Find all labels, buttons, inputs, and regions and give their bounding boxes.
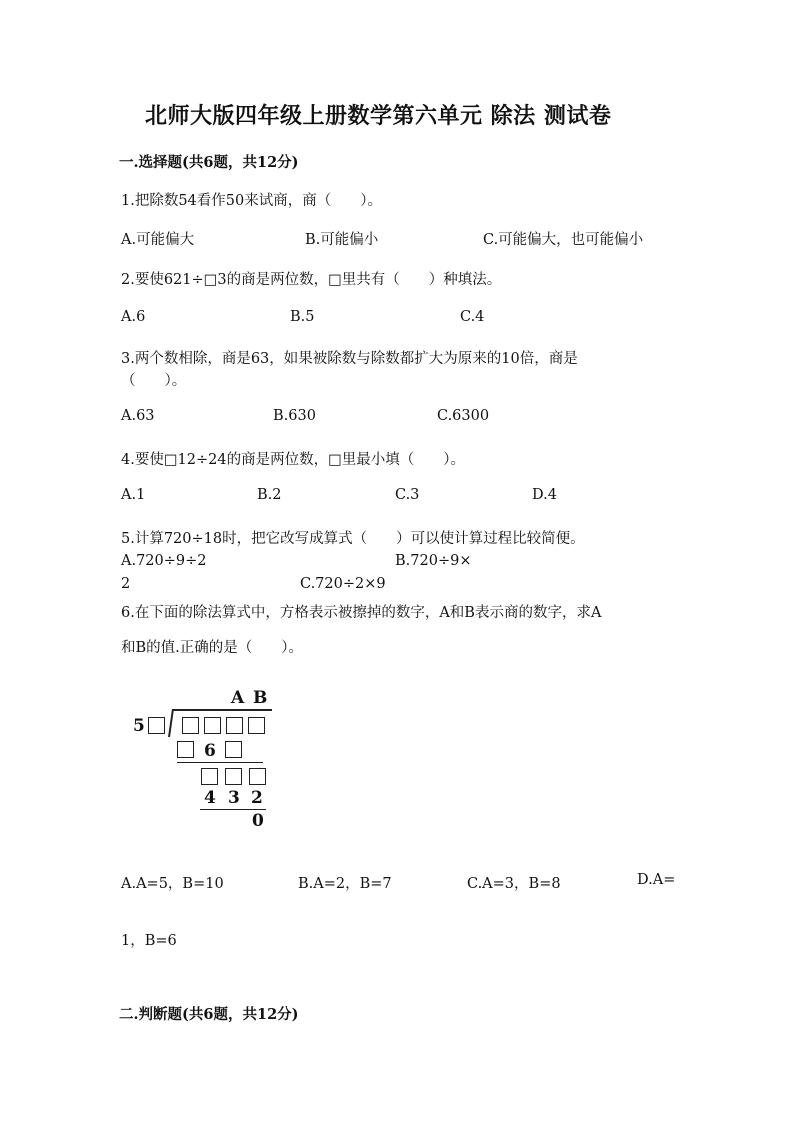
dividend-box-3 <box>226 717 243 734</box>
question-3-line-2: （ ）。 <box>121 373 187 389</box>
remainder-box-1 <box>201 768 218 785</box>
q6-option-c[interactable]: C.A=3，B=8 <box>467 876 561 892</box>
question-6-line-1: 6.在下面的除法算式中，方格表示被擦掉的数字，A和B表示商的数字，求A <box>121 605 602 621</box>
question-6-line-2: 和B的值.正确的是（ ）。 <box>121 640 304 656</box>
q1-option-c[interactable]: C.可能偏大，也可能偏小 <box>483 232 644 248</box>
dividend-box-2 <box>204 717 221 734</box>
subtraction-line-1 <box>177 762 263 763</box>
division-diagram <box>120 680 290 840</box>
q4-option-c[interactable]: C.3 <box>395 487 420 503</box>
product2-digit-3: 3 <box>228 788 240 808</box>
q6-option-d[interactable]: D.A= <box>637 872 676 888</box>
q3-option-c[interactable]: C.6300 <box>437 408 490 424</box>
dividend-box-1 <box>182 717 199 734</box>
division-bracket <box>168 709 173 737</box>
q4-option-a[interactable]: A.1 <box>121 487 146 503</box>
q5-option-a[interactable]: A.720÷9÷2 <box>121 553 207 569</box>
q4-option-b[interactable]: B.2 <box>257 487 282 503</box>
q2-option-c[interactable]: C.4 <box>460 309 485 325</box>
dividend-box-4 <box>248 717 265 734</box>
question-3-line-1: 3.两个数相除，商是63，如果被除数与除数都扩大为原来的10倍，商是 <box>121 351 578 367</box>
q6-option-d-wrap: 1，B=6 <box>121 933 177 949</box>
section-heading-judgement: 二.判断题(共6题，共12分) <box>119 1006 299 1023</box>
final-remainder: 0 <box>252 811 264 831</box>
q4-option-d[interactable]: D.4 <box>532 487 557 503</box>
q1-option-b[interactable]: B.可能偏小 <box>305 232 379 248</box>
section-heading-choice: 一.选择题(共6题，共12分) <box>119 154 299 171</box>
remainder-box-2 <box>225 768 242 785</box>
question-5: 5.计算720÷18时，把它改写成算式（ ）可以使计算过程比较简便。 <box>121 531 585 547</box>
q6-option-a[interactable]: A.A=5，B=10 <box>121 876 224 892</box>
question-2: 2.要使621÷□3的商是两位数，□里共有（ ）种填法。 <box>121 272 502 288</box>
q2-option-b[interactable]: B.5 <box>290 309 315 325</box>
product2-digit-2: 2 <box>251 788 263 808</box>
q5-option-c[interactable]: C.720÷2×9 <box>300 576 386 592</box>
product-digit-6: 6 <box>204 741 216 761</box>
quotient-digit-a: A <box>231 688 245 708</box>
product-box-2 <box>225 741 242 758</box>
divisor-digit: 5 <box>133 716 145 736</box>
q5-option-b-wrap: 2 <box>121 576 131 592</box>
q3-option-b[interactable]: B.630 <box>273 408 316 424</box>
divisor-box <box>148 717 165 734</box>
division-bar <box>172 709 272 711</box>
q3-option-a[interactable]: A.63 <box>121 408 155 424</box>
product2-digit-4: 4 <box>204 788 216 808</box>
q2-option-a[interactable]: A.6 <box>121 309 146 325</box>
remainder-box-3 <box>249 768 266 785</box>
q1-option-a[interactable]: A.可能偏大 <box>121 232 195 248</box>
q6-option-b[interactable]: B.A=2，B=7 <box>298 876 392 892</box>
product-box-1 <box>177 741 194 758</box>
q5-option-b[interactable]: B.720÷9× <box>395 553 472 569</box>
quotient-digit-b: B <box>253 688 268 708</box>
page-title: 北师大版四年级上册数学第六单元 除法 测试卷 <box>145 103 612 129</box>
question-4: 4.要使□12÷24的商是两位数，□里最小填（ ）。 <box>121 452 466 468</box>
question-1: 1.把除数54看作50来试商，商（ ）。 <box>121 193 382 209</box>
